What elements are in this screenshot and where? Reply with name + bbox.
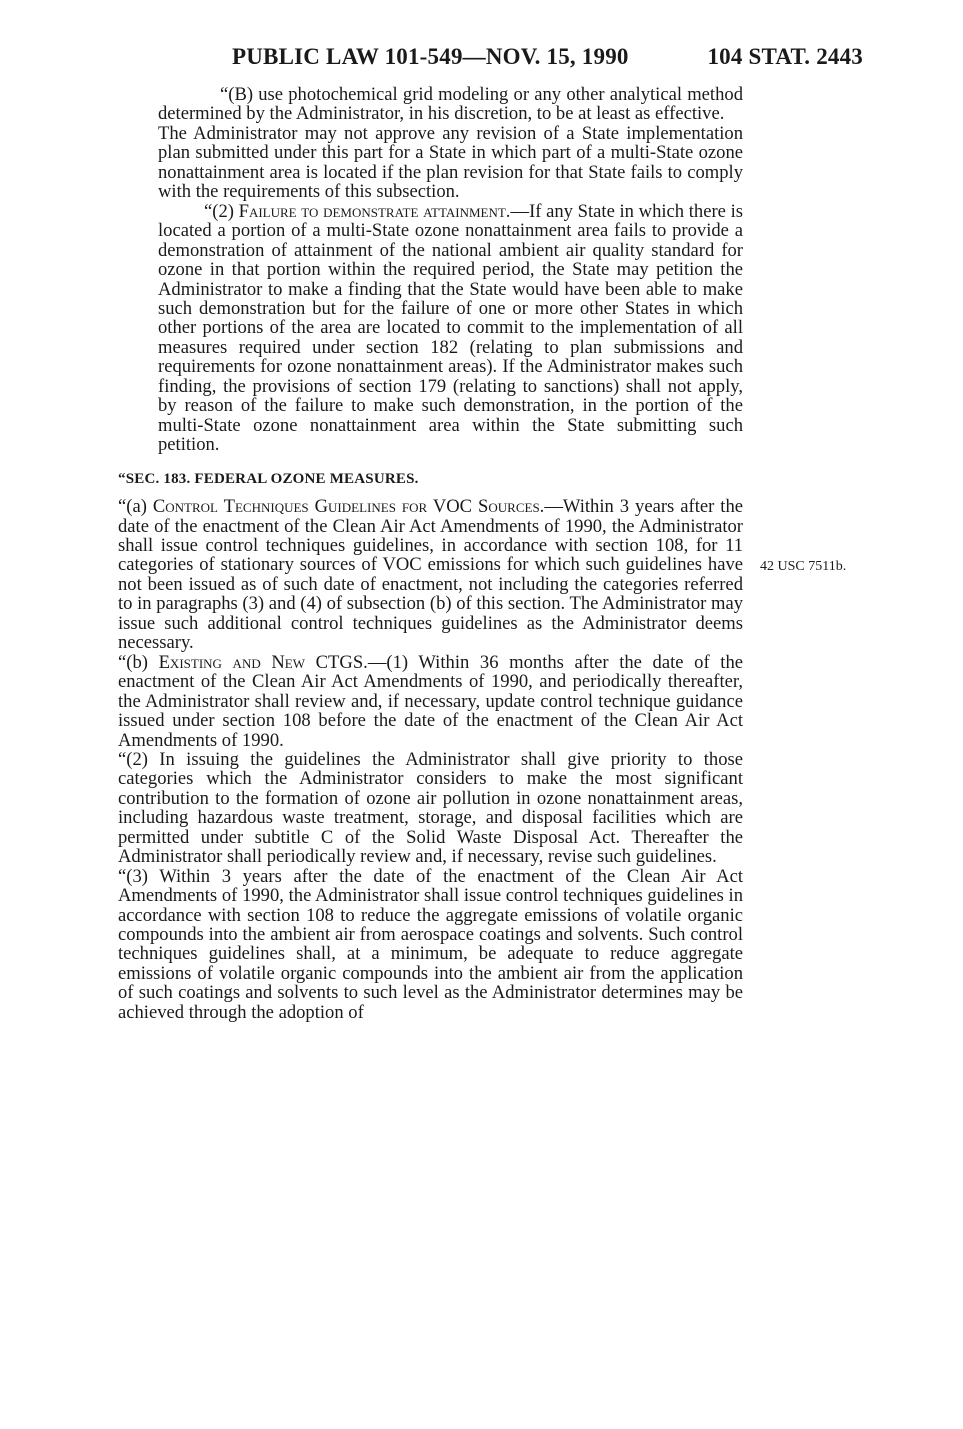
paragraph-b-modeling: “(B) use photochemical grid modeling or any other analytical method determined by the Administrator, in his discretion, to be at least as effective.: [158, 84, 743, 125]
paragraph-text: —If any State in which there is located a portion of a multi-State ozone nonattainment area fails to provide a demonstration of attainment of the national ambient air quality standard for ozone in that portion within the required period, the State may petition the Administrator to make a finding that the State would have been able to make such demonstration but for the failure of one or more other States in which other portions of the area are located to commit to the implementation of all measures required under section 182 (relating to plan submissions and requirements for ozone nonattainment areas). If the Administrator makes such finding, the provisions of section 179 (relating to sanctions) shall not apply, by reason of the failure to make such demonstration, in the portion of the multi-State ozone nonattainment area within the State submitting such petition.: [158, 200, 744, 456]
subsection-lead: “(b): [118, 651, 159, 673]
page-header: [0, 40, 963, 74]
paragraph-caption: Failure to demonstrate attainment.: [238, 200, 511, 222]
subsection-caption: Control Techniques Guidelines for VOC Sources.: [152, 496, 545, 518]
stat-page-number: 104 STAT. 2443: [707, 44, 863, 69]
subsection-caption: Existing and New CTGS.: [158, 651, 368, 673]
subsection-b: [118, 653, 743, 750]
paragraph-lead: “(2): [204, 200, 239, 222]
section-heading: “SEC. 183. FEDERAL OZONE MEASURES.: [118, 470, 419, 487]
paragraph-failure-to-demonstrate: [158, 202, 743, 455]
subsection-text: —Within 3 years after the date of the enactment of the Clean Air Act Amendments of 1990, the Administrator shall issue control techniques guidelines, in accordance with section 108, for 11 categories of stationary sources of VOC emissions for which such guidelines have not been issued as of such date of enactment, not including the categories referred to in paragraphs (3) and (4) of subsection (b) of this section. The Administrator may issue such additional control techniques guidelines as the Administrator deems necessary.: [118, 496, 743, 654]
subsection-lead: “(a): [118, 496, 153, 518]
subsection-text: —(1) Within 36 months after the date of the enactment of the Clean Air Act Amendments of 1990, and periodically thereafter, the Administrator shall review and, if necessary, update control technique guidance issued under section 108 before the date of the enactment of the Clean Air Act Amendments of 1990.: [118, 651, 743, 751]
paragraph-b3: “(3) Within 3 years after the date of the enactment of the Clean Air Act Amendments of 1990, the Administrator shall issue control techniques guidelines in accordance with section 108 to reduce the aggregate emissions of volatile organic compounds into the ambient air from aerospace coatings and solvents. Such control techniques guidelines shall, at a minimum, be adequate to reduce aggregate emissions of volatile organic compounds into the ambient air from the application of such coatings and solvents to such level as the Administrator determines may be achieved through the adoption of: [118, 865, 743, 1023]
running-title: PUBLIC LAW 101-549—NOV. 15, 1990: [232, 44, 629, 69]
document-body: [118, 85, 743, 1022]
paragraph-approval-restriction: The Administrator may not approve any revision of a State implementation plan submitted under this part for a State in which part of a multi-State ozone nonattainment area is located if the plan revision for that State fails to comply with the requirements of this subsection.: [158, 122, 743, 203]
paragraph-b2: “(2) In issuing the guidelines the Administrator shall give priority to those categories which the Administrator considers to make the most significant contribution to the formation of ozone air pollution in ozone nonattainment areas, including hazardous waste treatment, storage, and disposal facilities which are permitted under subtitle C of the Solid Waste Disposal Act. Thereafter the Administrator shall periodically review and, if necessary, revise such guidelines.: [118, 748, 743, 868]
margin-citation: 42 USC 7511b.: [760, 559, 847, 574]
subsection-a: [118, 497, 743, 653]
